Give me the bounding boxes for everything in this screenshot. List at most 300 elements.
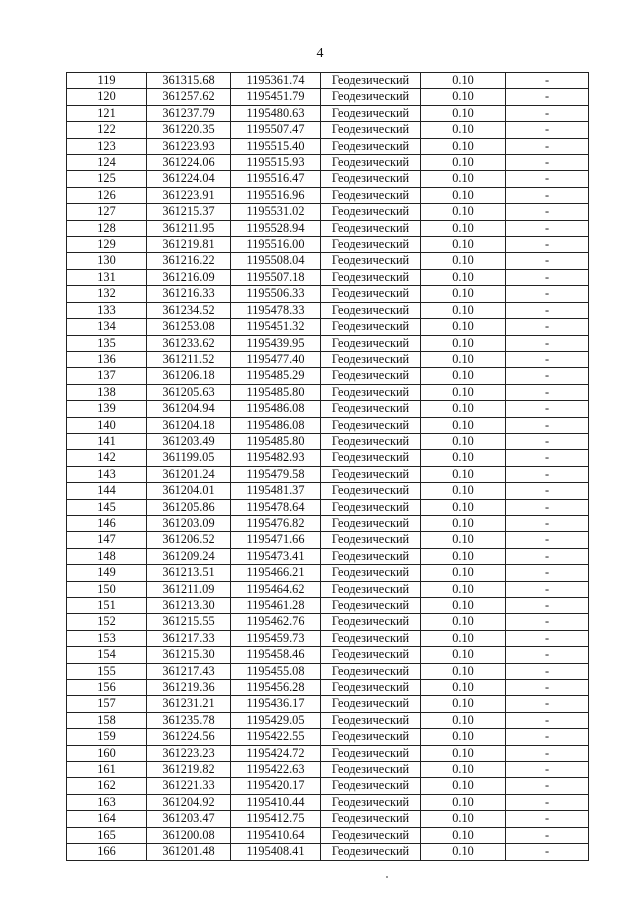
point-number-cell: 131	[67, 269, 147, 285]
y-coordinate-cell: 1195531.02	[231, 204, 321, 220]
y-coordinate-cell: 1195528.94	[231, 220, 321, 236]
point-number-cell: 140	[67, 417, 147, 433]
method-cell: Геодезический	[321, 811, 421, 827]
table-row	[67, 269, 589, 285]
y-coordinate-cell: 1195456.28	[231, 680, 321, 696]
method-cell: Геодезический	[321, 253, 421, 269]
note-cell: -	[506, 319, 589, 335]
point-number-cell: 153	[67, 630, 147, 646]
point-number-cell: 128	[67, 220, 147, 236]
table-row	[67, 598, 589, 614]
accuracy-cell: 0.10	[421, 302, 506, 318]
accuracy-cell: 0.10	[421, 680, 506, 696]
accuracy-cell: 0.10	[421, 794, 506, 810]
table-row	[67, 680, 589, 696]
accuracy-cell: 0.10	[421, 253, 506, 269]
note-cell: -	[506, 155, 589, 171]
point-number-cell: 150	[67, 581, 147, 597]
note-cell: -	[506, 762, 589, 778]
table-row	[67, 712, 589, 728]
x-coordinate-cell: 361221.33	[147, 778, 231, 794]
y-coordinate-cell: 1195516.00	[231, 237, 321, 253]
table-row	[67, 696, 589, 712]
point-number-cell: 146	[67, 515, 147, 531]
method-cell: Геодезический	[321, 286, 421, 302]
x-coordinate-cell: 361213.30	[147, 598, 231, 614]
x-coordinate-cell: 361201.24	[147, 466, 231, 482]
method-cell: Геодезический	[321, 548, 421, 564]
method-cell: Геодезический	[321, 762, 421, 778]
y-coordinate-cell: 1195458.46	[231, 647, 321, 663]
method-cell: Геодезический	[321, 384, 421, 400]
point-number-cell: 129	[67, 237, 147, 253]
y-coordinate-cell: 1195461.28	[231, 598, 321, 614]
method-cell: Геодезический	[321, 138, 421, 154]
point-number-cell: 155	[67, 663, 147, 679]
x-coordinate-cell: 361219.82	[147, 762, 231, 778]
method-cell: Геодезический	[321, 729, 421, 745]
point-number-cell: 158	[67, 712, 147, 728]
y-coordinate-cell: 1195459.73	[231, 630, 321, 646]
table-row	[67, 794, 589, 810]
y-coordinate-cell: 1195515.93	[231, 155, 321, 171]
note-cell: -	[506, 696, 589, 712]
point-number-cell: 134	[67, 319, 147, 335]
x-coordinate-cell: 361204.01	[147, 483, 231, 499]
accuracy-cell: 0.10	[421, 729, 506, 745]
accuracy-cell: 0.10	[421, 827, 506, 843]
note-cell: -	[506, 384, 589, 400]
method-cell: Геодезический	[321, 401, 421, 417]
x-coordinate-cell: 361203.47	[147, 811, 231, 827]
accuracy-cell: 0.10	[421, 384, 506, 400]
y-coordinate-cell: 1195451.32	[231, 319, 321, 335]
y-coordinate-cell: 1195485.29	[231, 368, 321, 384]
table-row	[67, 483, 589, 499]
accuracy-cell: 0.10	[421, 565, 506, 581]
note-cell: -	[506, 729, 589, 745]
table-row	[67, 663, 589, 679]
method-cell: Геодезический	[321, 614, 421, 630]
accuracy-cell: 0.10	[421, 515, 506, 531]
x-coordinate-cell: 361235.78	[147, 712, 231, 728]
method-cell: Геодезический	[321, 269, 421, 285]
method-cell: Геодезический	[321, 483, 421, 499]
point-number-cell: 147	[67, 532, 147, 548]
table-row	[67, 204, 589, 220]
table-row	[67, 171, 589, 187]
method-cell: Геодезический	[321, 368, 421, 384]
note-cell: -	[506, 433, 589, 449]
method-cell: Геодезический	[321, 302, 421, 318]
table-row	[67, 630, 589, 646]
note-cell: -	[506, 204, 589, 220]
note-cell: -	[506, 253, 589, 269]
point-number-cell: 166	[67, 844, 147, 860]
point-number-cell: 138	[67, 384, 147, 400]
note-cell: -	[506, 548, 589, 564]
x-coordinate-cell: 361253.08	[147, 319, 231, 335]
point-number-cell: 119	[67, 73, 147, 89]
accuracy-cell: 0.10	[421, 647, 506, 663]
table-row	[67, 122, 589, 138]
point-number-cell: 142	[67, 450, 147, 466]
point-number-cell: 163	[67, 794, 147, 810]
table-row	[67, 155, 589, 171]
accuracy-cell: 0.10	[421, 598, 506, 614]
table-row	[67, 811, 589, 827]
table-row	[67, 729, 589, 745]
point-number-cell: 157	[67, 696, 147, 712]
table-row	[67, 581, 589, 597]
x-coordinate-cell: 361217.33	[147, 630, 231, 646]
y-coordinate-cell: 1195485.80	[231, 433, 321, 449]
accuracy-cell: 0.10	[421, 483, 506, 499]
note-cell: -	[506, 827, 589, 843]
table-row	[67, 302, 589, 318]
table-row	[67, 647, 589, 663]
x-coordinate-cell: 361205.63	[147, 384, 231, 400]
point-number-cell: 135	[67, 335, 147, 351]
y-coordinate-cell: 1195422.63	[231, 762, 321, 778]
accuracy-cell: 0.10	[421, 269, 506, 285]
y-coordinate-cell: 1195429.05	[231, 712, 321, 728]
x-coordinate-cell: 361224.06	[147, 155, 231, 171]
accuracy-cell: 0.10	[421, 433, 506, 449]
x-coordinate-cell: 361206.18	[147, 368, 231, 384]
method-cell: Геодезический	[321, 351, 421, 367]
accuracy-cell: 0.10	[421, 417, 506, 433]
method-cell: Геодезический	[321, 680, 421, 696]
x-coordinate-cell: 361219.81	[147, 237, 231, 253]
x-coordinate-cell: 361211.09	[147, 581, 231, 597]
point-number-cell: 122	[67, 122, 147, 138]
point-number-cell: 127	[67, 204, 147, 220]
accuracy-cell: 0.10	[421, 811, 506, 827]
page-number: 4	[316, 46, 324, 61]
y-coordinate-cell: 1195480.63	[231, 105, 321, 121]
y-coordinate-cell: 1195507.18	[231, 269, 321, 285]
accuracy-cell: 0.10	[421, 663, 506, 679]
table-row	[67, 368, 589, 384]
note-cell: -	[506, 417, 589, 433]
method-cell: Геодезический	[321, 663, 421, 679]
y-coordinate-cell: 1195424.72	[231, 745, 321, 761]
note-cell: -	[506, 171, 589, 187]
y-coordinate-cell: 1195473.41	[231, 548, 321, 564]
y-coordinate-cell: 1195466.21	[231, 565, 321, 581]
note-cell: -	[506, 532, 589, 548]
x-coordinate-cell: 361203.09	[147, 515, 231, 531]
x-coordinate-cell: 361211.95	[147, 220, 231, 236]
x-coordinate-cell: 361217.43	[147, 663, 231, 679]
accuracy-cell: 0.10	[421, 778, 506, 794]
x-coordinate-cell: 361315.68	[147, 73, 231, 89]
x-coordinate-cell: 361203.49	[147, 433, 231, 449]
accuracy-cell: 0.10	[421, 532, 506, 548]
table-row	[67, 417, 589, 433]
scan-speck	[386, 876, 388, 878]
note-cell: -	[506, 663, 589, 679]
method-cell: Геодезический	[321, 335, 421, 351]
accuracy-cell: 0.10	[421, 89, 506, 105]
x-coordinate-cell: 361204.94	[147, 401, 231, 417]
x-coordinate-cell: 361234.52	[147, 302, 231, 318]
y-coordinate-cell: 1195410.44	[231, 794, 321, 810]
point-number-cell: 161	[67, 762, 147, 778]
note-cell: -	[506, 368, 589, 384]
method-cell: Геодезический	[321, 499, 421, 515]
accuracy-cell: 0.10	[421, 351, 506, 367]
method-cell: Геодезический	[321, 122, 421, 138]
method-cell: Геодезический	[321, 647, 421, 663]
note-cell: -	[506, 450, 589, 466]
table-row	[67, 220, 589, 236]
point-number-cell: 165	[67, 827, 147, 843]
method-cell: Геодезический	[321, 237, 421, 253]
method-cell: Геодезический	[321, 696, 421, 712]
table-row	[67, 844, 589, 860]
x-coordinate-cell: 361204.92	[147, 794, 231, 810]
point-number-cell: 145	[67, 499, 147, 515]
note-cell: -	[506, 483, 589, 499]
method-cell: Геодезический	[321, 565, 421, 581]
y-coordinate-cell: 1195412.75	[231, 811, 321, 827]
accuracy-cell: 0.10	[421, 138, 506, 154]
x-coordinate-cell: 361224.56	[147, 729, 231, 745]
point-number-cell: 126	[67, 187, 147, 203]
x-coordinate-cell: 361213.51	[147, 565, 231, 581]
note-cell: -	[506, 844, 589, 860]
point-number-cell: 144	[67, 483, 147, 499]
y-coordinate-cell: 1195479.58	[231, 466, 321, 482]
method-cell: Геодезический	[321, 532, 421, 548]
point-number-cell: 148	[67, 548, 147, 564]
method-cell: Геодезический	[321, 204, 421, 220]
table-row	[67, 335, 589, 351]
point-number-cell: 156	[67, 680, 147, 696]
y-coordinate-cell: 1195477.40	[231, 351, 321, 367]
y-coordinate-cell: 1195506.33	[231, 286, 321, 302]
x-coordinate-cell: 361223.93	[147, 138, 231, 154]
point-number-cell: 124	[67, 155, 147, 171]
y-coordinate-cell: 1195408.41	[231, 844, 321, 860]
x-coordinate-cell: 361204.18	[147, 417, 231, 433]
method-cell: Геодезический	[321, 844, 421, 860]
method-cell: Геодезический	[321, 155, 421, 171]
accuracy-cell: 0.10	[421, 335, 506, 351]
y-coordinate-cell: 1195481.37	[231, 483, 321, 499]
y-coordinate-cell: 1195516.47	[231, 171, 321, 187]
note-cell: -	[506, 565, 589, 581]
accuracy-cell: 0.10	[421, 204, 506, 220]
note-cell: -	[506, 351, 589, 367]
accuracy-cell: 0.10	[421, 548, 506, 564]
table-row	[67, 401, 589, 417]
method-cell: Геодезический	[321, 794, 421, 810]
method-cell: Геодезический	[321, 450, 421, 466]
accuracy-cell: 0.10	[421, 450, 506, 466]
y-coordinate-cell: 1195462.76	[231, 614, 321, 630]
note-cell: -	[506, 335, 589, 351]
y-coordinate-cell: 1195486.08	[231, 401, 321, 417]
table-row	[67, 827, 589, 843]
x-coordinate-cell: 361224.04	[147, 171, 231, 187]
note-cell: -	[506, 187, 589, 203]
point-number-cell: 133	[67, 302, 147, 318]
y-coordinate-cell: 1195516.96	[231, 187, 321, 203]
accuracy-cell: 0.10	[421, 499, 506, 515]
point-number-cell: 123	[67, 138, 147, 154]
x-coordinate-cell: 361257.62	[147, 89, 231, 105]
note-cell: -	[506, 794, 589, 810]
table-row	[67, 745, 589, 761]
note-cell: -	[506, 614, 589, 630]
x-coordinate-cell: 361211.52	[147, 351, 231, 367]
note-cell: -	[506, 401, 589, 417]
x-coordinate-cell: 361237.79	[147, 105, 231, 121]
note-cell: -	[506, 89, 589, 105]
x-coordinate-cell: 361209.24	[147, 548, 231, 564]
y-coordinate-cell: 1195439.95	[231, 335, 321, 351]
y-coordinate-cell: 1195476.82	[231, 515, 321, 531]
note-cell: -	[506, 302, 589, 318]
accuracy-cell: 0.10	[421, 105, 506, 121]
table-row	[67, 532, 589, 548]
note-cell: -	[506, 811, 589, 827]
x-coordinate-cell: 361206.52	[147, 532, 231, 548]
note-cell: -	[506, 745, 589, 761]
accuracy-cell: 0.10	[421, 122, 506, 138]
accuracy-cell: 0.10	[421, 630, 506, 646]
point-number-cell: 143	[67, 466, 147, 482]
accuracy-cell: 0.10	[421, 466, 506, 482]
accuracy-cell: 0.10	[421, 368, 506, 384]
note-cell: -	[506, 647, 589, 663]
coordinates-table	[66, 72, 589, 861]
x-coordinate-cell: 361216.33	[147, 286, 231, 302]
y-coordinate-cell: 1195361.74	[231, 73, 321, 89]
point-number-cell: 151	[67, 598, 147, 614]
method-cell: Геодезический	[321, 515, 421, 531]
y-coordinate-cell: 1195485.80	[231, 384, 321, 400]
y-coordinate-cell: 1195455.08	[231, 663, 321, 679]
x-coordinate-cell: 361231.21	[147, 696, 231, 712]
point-number-cell: 141	[67, 433, 147, 449]
note-cell: -	[506, 138, 589, 154]
note-cell: -	[506, 220, 589, 236]
accuracy-cell: 0.10	[421, 319, 506, 335]
table-row	[67, 433, 589, 449]
table-row	[67, 614, 589, 630]
note-cell: -	[506, 630, 589, 646]
note-cell: -	[506, 712, 589, 728]
table-row	[67, 138, 589, 154]
method-cell: Геодезический	[321, 433, 421, 449]
table-row	[67, 73, 589, 89]
table-row	[67, 762, 589, 778]
table-row	[67, 253, 589, 269]
table-row	[67, 105, 589, 121]
x-coordinate-cell: 361215.55	[147, 614, 231, 630]
point-number-cell: 132	[67, 286, 147, 302]
table-row	[67, 237, 589, 253]
table-body	[67, 73, 589, 861]
table-row	[67, 778, 589, 794]
accuracy-cell: 0.10	[421, 614, 506, 630]
note-cell: -	[506, 286, 589, 302]
point-number-cell: 164	[67, 811, 147, 827]
y-coordinate-cell: 1195410.64	[231, 827, 321, 843]
point-number-cell: 137	[67, 368, 147, 384]
method-cell: Геодезический	[321, 73, 421, 89]
accuracy-cell: 0.10	[421, 745, 506, 761]
y-coordinate-cell: 1195464.62	[231, 581, 321, 597]
point-number-cell: 121	[67, 105, 147, 121]
accuracy-cell: 0.10	[421, 220, 506, 236]
point-number-cell: 136	[67, 351, 147, 367]
accuracy-cell: 0.10	[421, 187, 506, 203]
method-cell: Геодезический	[321, 630, 421, 646]
note-cell: -	[506, 581, 589, 597]
accuracy-cell: 0.10	[421, 762, 506, 778]
accuracy-cell: 0.10	[421, 712, 506, 728]
accuracy-cell: 0.10	[421, 237, 506, 253]
table-row	[67, 450, 589, 466]
accuracy-cell: 0.10	[421, 844, 506, 860]
point-number-cell: 152	[67, 614, 147, 630]
point-number-cell: 130	[67, 253, 147, 269]
point-number-cell: 149	[67, 565, 147, 581]
x-coordinate-cell: 361201.48	[147, 844, 231, 860]
note-cell: -	[506, 598, 589, 614]
x-coordinate-cell: 361216.22	[147, 253, 231, 269]
note-cell: -	[506, 269, 589, 285]
table-row	[67, 565, 589, 581]
x-coordinate-cell: 361223.91	[147, 187, 231, 203]
accuracy-cell: 0.10	[421, 155, 506, 171]
x-coordinate-cell: 361199.05	[147, 450, 231, 466]
method-cell: Геодезический	[321, 89, 421, 105]
table-row	[67, 548, 589, 564]
x-coordinate-cell: 361200.08	[147, 827, 231, 843]
point-number-cell: 162	[67, 778, 147, 794]
accuracy-cell: 0.10	[421, 401, 506, 417]
note-cell: -	[506, 515, 589, 531]
point-number-cell: 154	[67, 647, 147, 663]
accuracy-cell: 0.10	[421, 581, 506, 597]
x-coordinate-cell: 361219.36	[147, 680, 231, 696]
x-coordinate-cell: 361233.62	[147, 335, 231, 351]
table-row	[67, 286, 589, 302]
accuracy-cell: 0.10	[421, 171, 506, 187]
y-coordinate-cell: 1195515.40	[231, 138, 321, 154]
method-cell: Геодезический	[321, 778, 421, 794]
table-row	[67, 384, 589, 400]
accuracy-cell: 0.10	[421, 696, 506, 712]
x-coordinate-cell: 361216.09	[147, 269, 231, 285]
table-row	[67, 89, 589, 105]
note-cell: -	[506, 237, 589, 253]
method-cell: Геодезический	[321, 319, 421, 335]
table-row	[67, 187, 589, 203]
y-coordinate-cell: 1195507.47	[231, 122, 321, 138]
x-coordinate-cell: 361220.35	[147, 122, 231, 138]
x-coordinate-cell: 361205.86	[147, 499, 231, 515]
table-row	[67, 515, 589, 531]
note-cell: -	[506, 122, 589, 138]
table-row	[67, 499, 589, 515]
